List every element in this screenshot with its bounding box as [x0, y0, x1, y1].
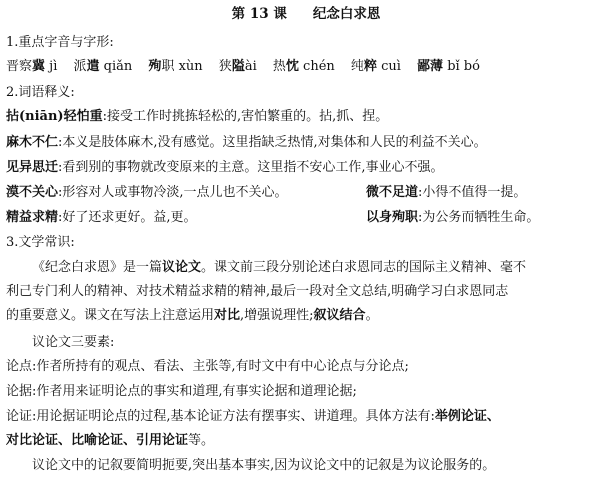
word-item: 热忱 chén	[272, 59, 335, 74]
definition-term: 以身殉职	[366, 210, 419, 225]
lesson-number: 第 13 课	[231, 6, 287, 22]
definition-text: :接受工作时挑拣轻松的,害怕繁重的。拈,抓、捏。	[102, 109, 389, 124]
definition-text: :好了还求更好。益,更。	[58, 210, 197, 225]
elements-heading: 议论文三要素:	[32, 335, 115, 350]
thesis-line: 论点:作者所持有的观点、看法、主张等,有时文中有中心论点与分论点;	[6, 359, 409, 374]
definition-item	[6, 159, 606, 176]
definition-row	[6, 209, 606, 226]
definition-text: :小得不值得一提。	[418, 185, 527, 200]
definition-item	[6, 210, 197, 225]
paragraph-line: 利己专门利人的精神、对技术精益求精的精神,最后一段对全文总结,明确学习白求恩同志	[6, 284, 509, 299]
word-item: 狭隘ài	[218, 59, 257, 74]
definition-item	[6, 108, 606, 125]
lesson-name: 纪念白求恩	[312, 6, 381, 22]
definition-text: :为公务而牺牲生命。	[418, 210, 540, 225]
section-1-heading: 1.重点字音与字形:	[6, 35, 114, 50]
definition-item	[6, 185, 288, 200]
word-item: 殉职 xùn	[148, 59, 203, 74]
paragraph-line: 的重要意义。课文在写法上注意运用对比,增强说理性;叙议结合。	[6, 308, 379, 323]
section-3-heading: 3.文学常识:	[6, 235, 75, 250]
definition-term: 微不足道	[366, 185, 419, 200]
definition-item	[6, 134, 606, 151]
definition-term: 麻木不仁	[6, 135, 59, 150]
definition-row	[6, 184, 606, 201]
closing-line: 议论文中的记叙要简明扼要,突出基本事实,因为议论文中的记叙是为议论服务的。	[32, 458, 496, 473]
definition-term: 见异思迁	[6, 160, 59, 175]
word-item: 派遣 qiǎn	[73, 59, 133, 74]
pronunciation-row	[6, 58, 606, 75]
definition-term: 漠不关心	[6, 185, 59, 200]
argument-line: 论证:用论据证明论点的过程,基本论证方法有摆事实、讲道理。具体方法有:举例论证、	[6, 409, 500, 424]
definition-text: :看到别的事物就改变原来的主意。这里指不安心工作,事业心不强。	[58, 160, 444, 175]
paragraph-line: 《纪念白求恩》是一篇议论文。课文前三段分别论述白求恩同志的国际主义精神、毫不	[32, 260, 527, 275]
section-2-heading: 2.词语释义:	[6, 85, 75, 100]
definition-term: 拈(niān)轻怕重	[6, 109, 103, 124]
definition-text: :形容对人或事物冷淡,一点儿也不关心。	[58, 185, 288, 200]
evidence-line: 论据:作者用来证明论点的事实和道理,有事实论据和道理论据;	[6, 384, 357, 399]
argument-line: 对比论证、比喻论证、引用论证等。	[6, 433, 215, 448]
definition-text: :本义是肢体麻木,没有感觉。这里指缺乏热情,对集体和人民的利益不关心。	[58, 135, 487, 150]
definition-item	[366, 209, 539, 226]
word-item: 晋察冀 jì	[6, 59, 58, 74]
page-title	[0, 6, 612, 23]
word-item: 纯粹 cuì	[350, 59, 401, 74]
word-item: 鄙薄 bǐ bó	[417, 59, 480, 74]
definition-item	[366, 184, 526, 201]
definition-term: 精益求精	[6, 210, 59, 225]
